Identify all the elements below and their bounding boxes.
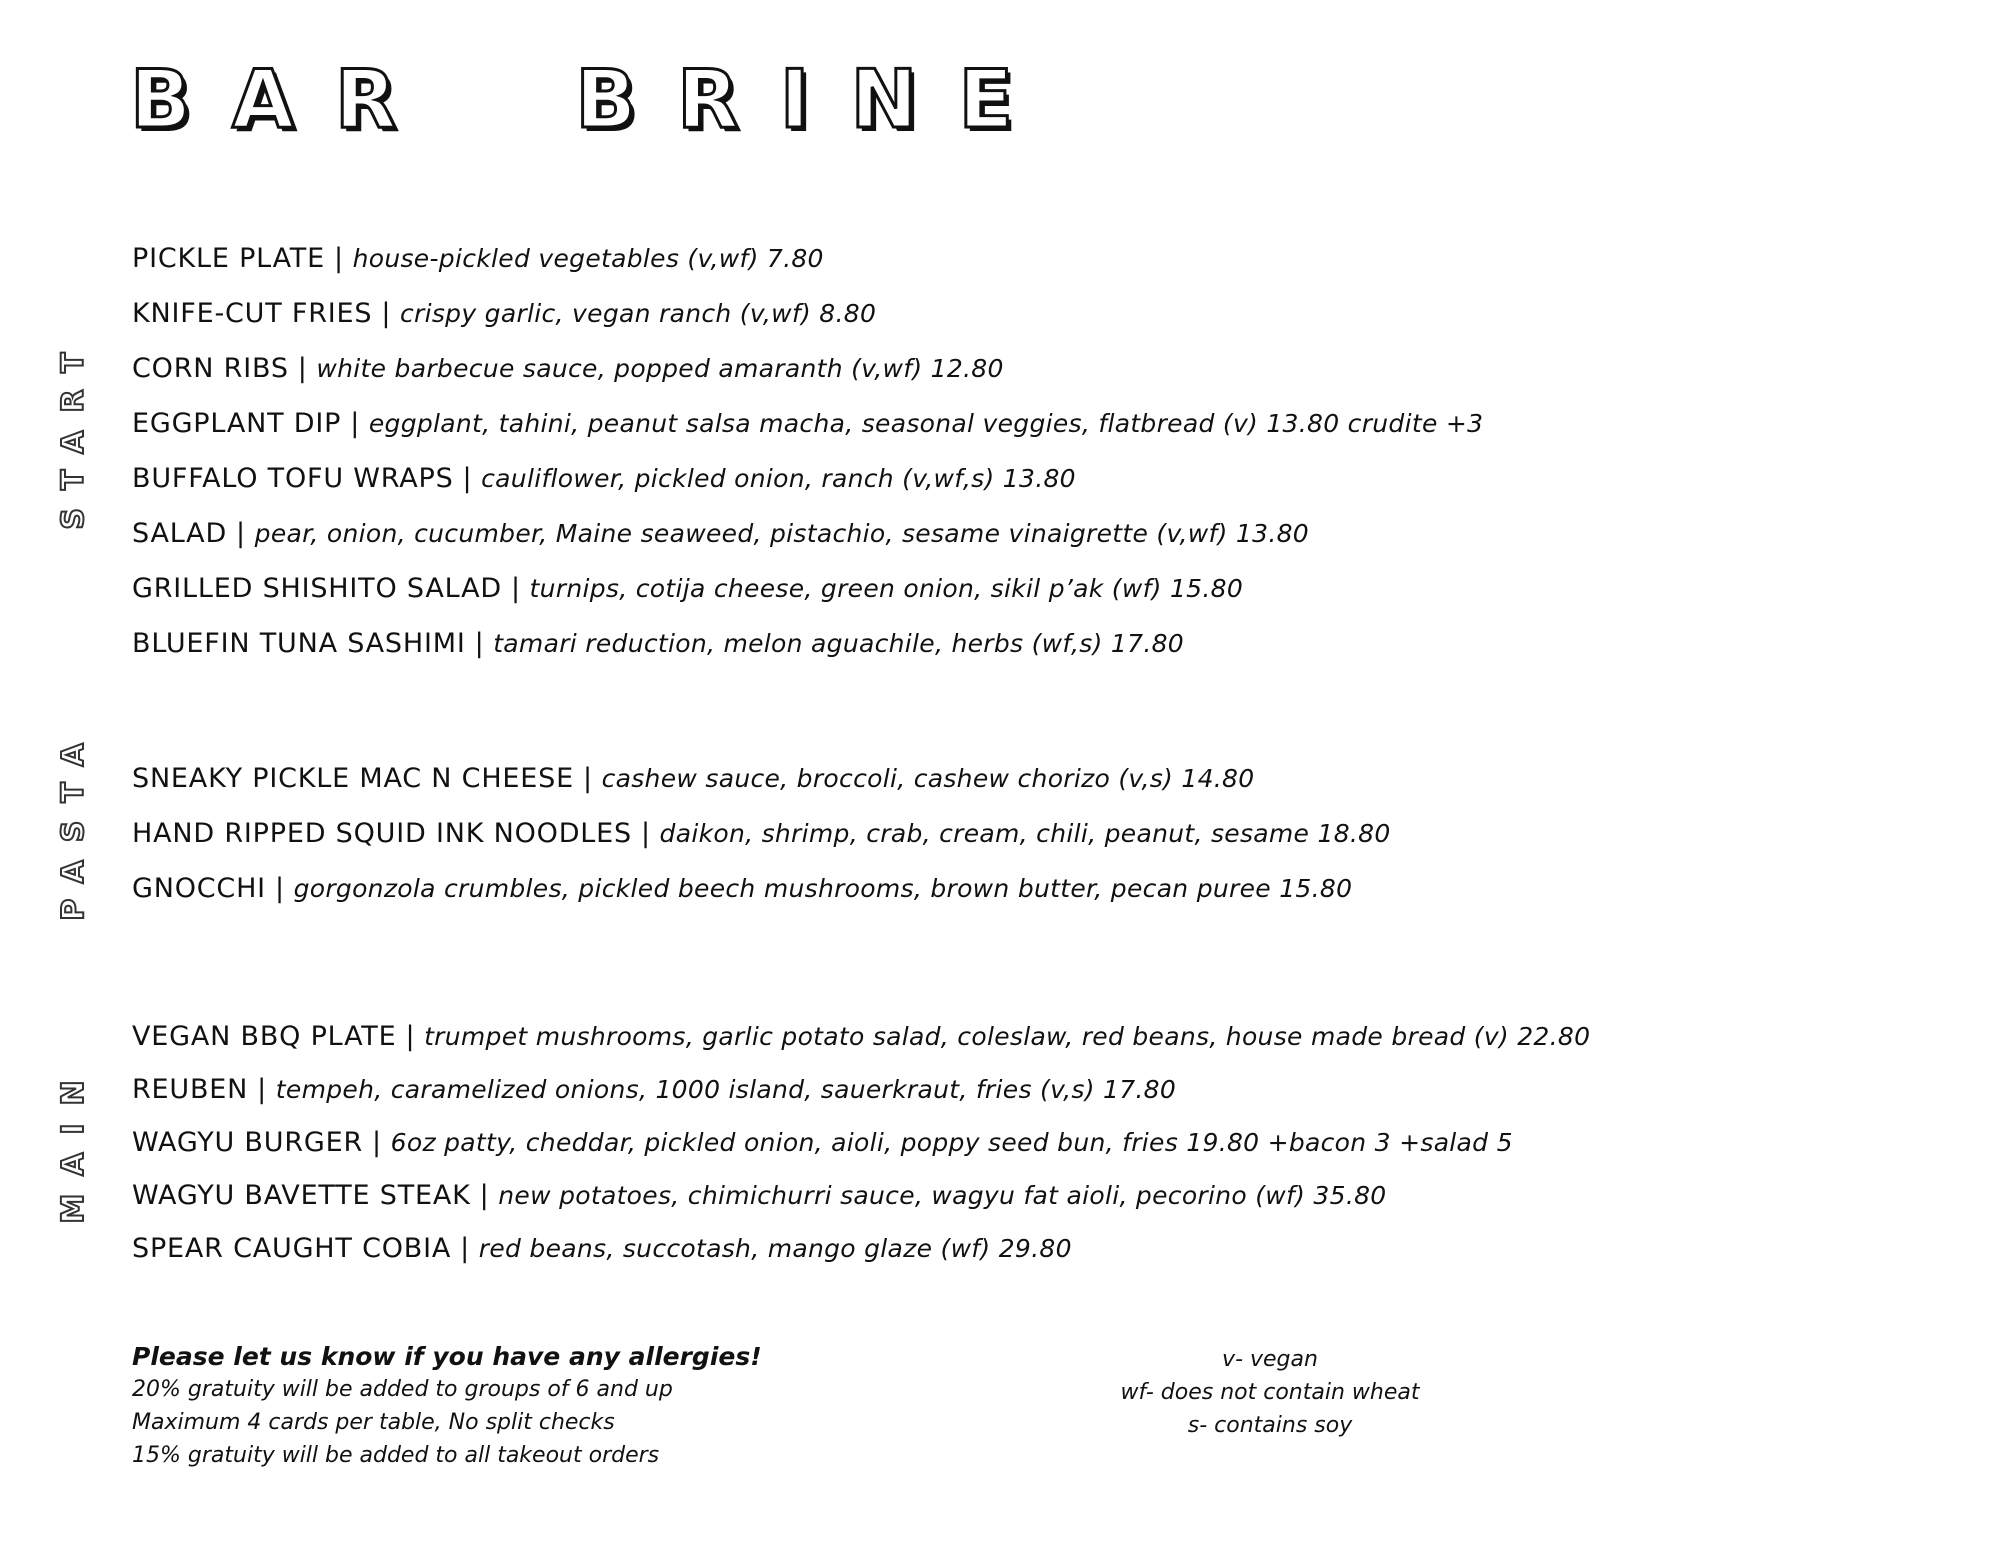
item-description: trumpet mushrooms, garlic potato salad, coleslaw, red beans, house made bread (v) 22.80 [424,1022,1591,1051]
item-name: SNEAKY PICKLE MAC N CHEESE [132,763,574,794]
item-description: crispy garlic, vegan ranch (v,wf) 8.80 [399,299,877,328]
section-label-main: MAIN [56,1062,91,1224]
item-name: SALAD [132,518,228,549]
item-separator: | [405,1021,416,1052]
menu-item [132,231,1952,286]
menu-item [132,1169,1952,1222]
item-name: BLUEFIN TUNA SASHIMI [132,628,466,659]
section-label-pasta: PASTA [56,725,91,921]
menu-item [132,561,1952,616]
item-separator: | [474,628,485,659]
item-name: SPEAR CAUGHT COBIA [132,1233,452,1264]
item-name: VEGAN BBQ PLATE [132,1021,397,1052]
item-description: red beans, succotash, mango glaze (wf) 29.80 [478,1234,1072,1263]
item-name: GRILLED SHISHITO SALAD [132,573,502,604]
menu-item [132,861,1952,916]
menu-item [132,616,1952,671]
item-name: HAND RIPPED SQUID INK NOODLES [132,818,632,849]
menu-item [132,451,1952,506]
item-separator: | [460,1233,470,1264]
footer-note: Maximum 4 cards per table, No split checks [132,1410,615,1435]
dietary-legend [1030,1343,1510,1442]
menu-item [132,751,1952,806]
footer-note: 20% gratuity will be added to groups of 6 and up [132,1377,673,1402]
item-description: tempeh, caramelized onions, 1000 island, sauerkraut, fries (v,s) 17.80 [275,1075,1177,1104]
menu-item [132,341,1952,396]
item-separator: | [274,873,285,904]
item-separator: | [640,818,651,849]
item-name: REUBEN [132,1074,249,1105]
item-name: BUFFALO TOFU WRAPS [132,463,454,494]
menu-list-main [132,1010,1952,1275]
section-label-start: START [56,334,91,530]
menu-item [132,1222,1952,1275]
legend-item: s- contains soy [1187,1413,1353,1438]
item-name: PICKLE PLATE [132,243,325,274]
menu-item [132,286,1952,341]
menu-list-start [132,231,1952,671]
item-separator: | [510,573,521,604]
item-separator: | [236,518,246,549]
item-separator: | [372,1127,382,1158]
item-separator: | [333,243,344,274]
item-separator: | [297,353,308,384]
menu-list-pasta [132,751,1952,916]
legend-item: wf- does not contain wheat [1120,1380,1420,1405]
item-description: cashew sauce, broccoli, cashew chorizo (v,s) 14.80 [601,764,1255,793]
item-description: daikon, shrimp, crab, cream, chili, peanut, sesame 18.80 [659,819,1391,848]
item-name: WAGYU BAVETTE STEAK [132,1180,471,1211]
item-description: house-pickled vegetables (v,wf) 7.80 [352,244,824,273]
item-description: new potatoes, chimichurri sauce, wagyu fat aioli, pecorino (wf) 35.80 [498,1181,1387,1210]
item-separator: | [462,463,473,494]
item-description: pear, onion, cucumber, Maine seaweed, pistachio, sesame vinaigrette (v,wf) 13.80 [254,519,1309,548]
menu-item [132,396,1952,451]
menu-item [132,806,1952,861]
item-name: WAGYU BURGER [132,1127,364,1158]
item-description: tamari reduction, melon aguachile, herbs (wf,s) 17.80 [493,629,1184,658]
item-name: EGGPLANT DIP [132,408,342,439]
allergy-note: Please let us know if you have any allergies! [132,1342,762,1371]
footer-notes [132,1340,762,1472]
item-description: turnips, cotija cheese, green onion, sikil p’ak (wf) 15.80 [529,574,1244,603]
item-description: 6oz patty, cheddar, pickled onion, aioli, poppy seed bun, fries 19.80 +bacon 3 +salad 5 [390,1128,1513,1157]
item-separator: | [582,763,593,794]
item-description: gorgonzola crumbles, pickled beech mushrooms, brown butter, pecan puree 15.80 [293,874,1353,903]
item-description: cauliflower, pickled onion, ranch (v,wf,s) 13.80 [481,464,1076,493]
item-separator: | [479,1180,490,1211]
item-description: eggplant, tahini, peanut salsa macha, seasonal veggies, flatbread (v) 13.80 crudite +3 [368,409,1484,438]
restaurant-title: BAR BRINE [130,53,1055,146]
item-name: CORN RIBS [132,353,289,384]
item-description: white barbecue sauce, popped amaranth (v,wf) 12.80 [316,354,1004,383]
item-separator: | [381,298,391,329]
menu-item [132,506,1952,561]
item-separator: | [257,1074,267,1105]
item-name: GNOCCHI [132,873,266,904]
item-name: KNIFE-CUT FRIES [132,298,373,329]
menu-item [132,1116,1952,1169]
menu-item [132,1010,1952,1063]
item-separator: | [350,408,360,439]
footer-note: 15% gratuity will be added to all takeout orders [132,1443,660,1468]
menu-item [132,1063,1952,1116]
legend-item: v- vegan [1222,1347,1318,1372]
